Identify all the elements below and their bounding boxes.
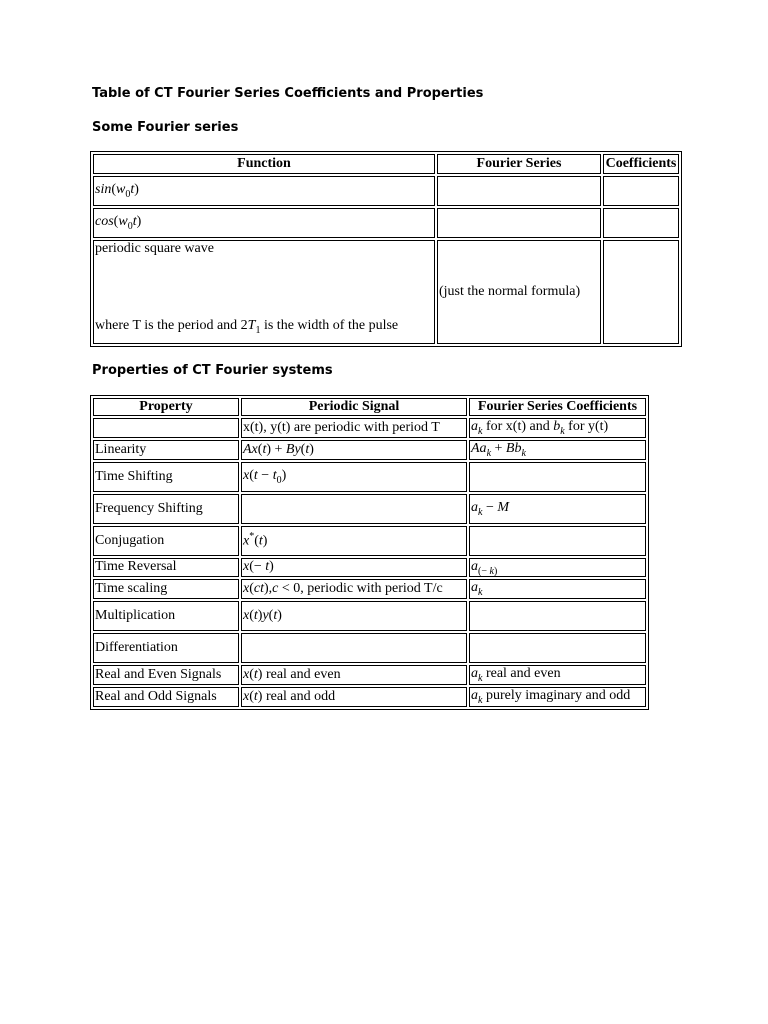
table-row: [93, 418, 646, 438]
coeff-cell: $a_k$ real and even: [469, 665, 646, 685]
table-row: [93, 579, 646, 599]
cos-series-cell: [437, 208, 601, 238]
coeff-cell: $a_{(- k)}$: [469, 558, 646, 578]
arg-sub: 0: [125, 188, 131, 200]
signal-cell: x(t) real and odd: [241, 687, 467, 707]
signal-cell: [241, 494, 467, 524]
coeff-cell: [469, 462, 646, 492]
signal-cell: Ax(t) + By(t): [241, 440, 467, 460]
property-cell: Linearity: [93, 440, 239, 460]
table-row: [93, 633, 646, 663]
square-wave-cell: [93, 240, 435, 344]
header-coefficients: Coefficients: [603, 154, 679, 174]
table-row: [93, 208, 679, 238]
property-cell: Conjugation: [93, 526, 239, 556]
cos-label: cos: [95, 214, 114, 230]
coeff-cell: $a_k$ purely imaginary and odd: [469, 687, 646, 707]
table-row: [93, 462, 646, 492]
arg-t: t: [130, 182, 135, 198]
coeff-cell: $a_k$: [469, 579, 646, 599]
table-row: [93, 526, 646, 556]
square-wave-label: periodic square wave: [95, 241, 214, 256]
document-title: Table of CT Fourier Series Coefficients and Properties: [92, 86, 484, 101]
square-series-cell: (just the normal formula): [437, 240, 601, 344]
property-cell: Multiplication: [93, 601, 239, 631]
table-row: [93, 176, 679, 206]
coeff-cell: [469, 633, 646, 663]
fourier-series-heading: Some Fourier series: [92, 120, 239, 135]
coeff-cell: [469, 526, 646, 556]
table-row: [93, 240, 679, 344]
coeff-cell: [469, 601, 646, 631]
property-cell: Real and Odd Signals: [93, 687, 239, 707]
header-fourier-series: Fourier Series: [437, 154, 601, 174]
table-row: [93, 558, 646, 578]
sin-series-cell: [437, 176, 601, 206]
signal-cell: x*(t): [241, 526, 467, 556]
sin-coeff-cell: [603, 176, 679, 206]
property-cell: Time Reversal: [93, 558, 239, 578]
signal-cell: [241, 633, 467, 663]
signal-cell: x(t)y(t): [241, 601, 467, 631]
cos-coeff-cell: [603, 208, 679, 238]
sin-label: sin: [95, 182, 112, 198]
coeff-cell: $Aa_k + Bb_k$: [469, 440, 646, 460]
properties-table: [90, 395, 649, 710]
arg-w: w: [116, 182, 126, 198]
properties-heading: Properties of CT Fourier systems: [92, 363, 333, 378]
header-function: Function: [93, 154, 435, 174]
signal-cell: x(ct),c < 0, periodic with period T/c: [241, 579, 467, 599]
header-coefficients: Fourier Series Coefficients: [469, 398, 646, 416]
square-coeff-cell: [603, 240, 679, 344]
signal-cell: $x(t - t_0)$: [241, 462, 467, 492]
property-cell: Frequency Shifting: [93, 494, 239, 524]
signal-cell: x(− t): [241, 558, 467, 578]
property-cell: Real and Even Signals: [93, 665, 239, 685]
header-periodic-signal: Periodic Signal: [241, 398, 467, 416]
table-row: [93, 665, 646, 685]
fourier-series-table: [90, 151, 682, 347]
property-cell: Differentiation: [93, 633, 239, 663]
signal-cell: x(t), y(t) are periodic with period T: [241, 418, 467, 438]
sin-function-cell: $\sin(w_0t)$: [93, 176, 435, 206]
table-row: [93, 601, 646, 631]
arg-t: t: [132, 214, 137, 230]
arg-sub: 0: [127, 220, 133, 232]
property-cell: [93, 418, 239, 438]
table-row: [93, 494, 646, 524]
coeff-cell: $a_k$ for x(t) and $b_k$ for y(t): [469, 418, 646, 438]
table-row: [93, 440, 646, 460]
coeff-cell: $a_k - M$: [469, 494, 646, 524]
square-wave-note: where T is the period and $2T_1$ is the width of the pulse: [95, 318, 399, 336]
property-cell: Time scaling: [93, 579, 239, 599]
cos-function-cell: $\cos(w_0t)$: [93, 208, 435, 238]
table-row: [93, 687, 646, 707]
property-cell: Time Shifting: [93, 462, 239, 492]
signal-cell: x(t) real and even: [241, 665, 467, 685]
arg-w: w: [118, 214, 128, 230]
header-property: Property: [93, 398, 239, 416]
